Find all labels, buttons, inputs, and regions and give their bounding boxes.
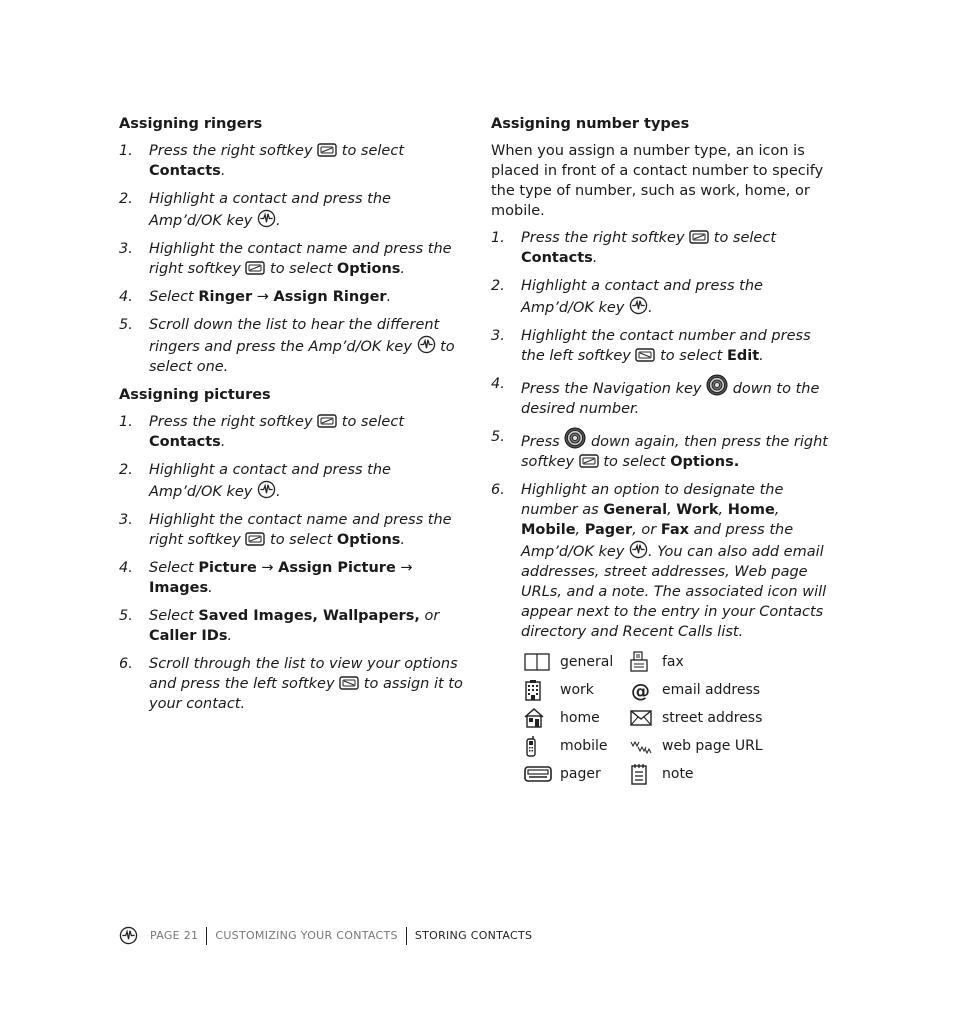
section-title-ringers: Assigning ringers	[119, 116, 263, 132]
list-item: 3. Highlight the contact number and press the left softkey to select Edit.	[491, 328, 811, 364]
list-item: 6. Highlight an option to designate the number as General, Work, Home, Mobile, Pager, or Fax and press the Amp’d/OK key . You can also add email addresses, street addresses, Web page URLs, and a note. The associated icon will appear next to the entry in your Contacts directory and Recent Calls list.	[491, 482, 827, 640]
legend-label: fax	[662, 654, 684, 670]
ampd-ok-key-icon	[629, 296, 648, 315]
legend-label: email address	[662, 682, 761, 698]
page-footer	[119, 926, 532, 945]
right-column	[491, 114, 836, 786]
mobile-icon	[524, 734, 560, 758]
ampd-ok-key-icon	[629, 540, 648, 559]
list-item: 4. Press the Navigation key down to the desired number.	[491, 376, 820, 417]
list-item: 2. Highlight a contact and press the Amp’d/OK key .	[119, 191, 391, 229]
list-item: 4. Select Ringer → Assign Ringer.	[119, 289, 392, 305]
web-page-icon	[630, 734, 662, 758]
list-item: 1. Press the right softkey to select Contacts.	[119, 414, 405, 450]
ampd-ok-key-icon	[257, 209, 276, 228]
legend-label: pager	[560, 766, 601, 782]
legend-label: mobile	[560, 738, 608, 754]
chapter-title: CUSTOMIZING YOUR CONTACTS	[215, 929, 398, 942]
arrow-icon: →	[400, 560, 413, 576]
arrow-icon: →	[261, 560, 274, 576]
intro-paragraph: When you assign a number type, an icon is placed in front of a contact number to specify the type of number, such as work, home, or mobile.	[491, 143, 824, 219]
navigation-key-icon	[564, 427, 586, 449]
list-item: 2. Highlight a contact and press the Amp’d/OK key .	[119, 462, 391, 500]
legend-label: web page URL	[662, 738, 763, 754]
general-icon	[524, 650, 560, 674]
left-column	[119, 114, 464, 722]
list-item: 6. Scroll through the list to view your options and press the left softkey to assign it to your contact.	[119, 656, 463, 712]
pictures-steps	[119, 412, 464, 714]
right-softkey-icon	[245, 260, 265, 276]
pager-icon	[524, 762, 560, 786]
number-types-steps	[491, 228, 836, 642]
left-softkey-icon	[635, 347, 655, 363]
list-item: 3. Highlight the contact name and press the right softkey to select Options.	[119, 241, 452, 277]
list-item: 1. Press the right softkey to select Contacts.	[491, 230, 777, 266]
section-title-pictures: Assigning pictures	[119, 387, 271, 403]
svg-text:@: @	[631, 680, 650, 701]
number-type-icon-legend	[524, 650, 836, 786]
list-item: 3. Highlight the contact name and press the right softkey to select Options.	[119, 512, 452, 548]
right-softkey-icon	[689, 229, 709, 245]
section-title: STORING CONTACTS	[414, 929, 533, 942]
list-item: 5. Press down again, then press the right softkey to select Options.	[491, 429, 828, 470]
arrow-icon: →	[256, 289, 269, 305]
legend-label: street address	[662, 710, 763, 726]
right-softkey-icon	[579, 453, 599, 469]
page-number: PAGE 21	[150, 929, 199, 942]
ampd-ok-key-icon	[417, 335, 436, 354]
fax-icon	[630, 650, 662, 674]
left-softkey-icon	[339, 675, 359, 691]
street-address-icon	[630, 706, 662, 730]
ringers-steps	[119, 141, 464, 377]
legend-label: general	[560, 654, 614, 670]
note-icon	[630, 762, 662, 786]
ampd-logo-icon	[119, 926, 138, 945]
legend-label: note	[662, 766, 694, 782]
home-icon	[524, 706, 560, 730]
footer-divider	[406, 927, 407, 945]
list-item: 5. Scroll down the list to hear the different ringers and press the Amp’d/OK key to select one.	[119, 317, 455, 375]
legend-label: work	[560, 682, 594, 698]
section-title-number-types: Assigning number types	[491, 116, 690, 132]
work-icon	[524, 678, 560, 702]
right-softkey-icon	[317, 142, 337, 158]
navigation-key-icon	[706, 374, 728, 396]
list-item: 5. Select Saved Images, Wallpapers, or Caller IDs.	[119, 608, 440, 644]
right-softkey-icon	[317, 413, 337, 429]
list-item: 1. Press the right softkey to select Contacts.	[119, 143, 405, 179]
list-item: 2. Highlight a contact and press the Amp’d/OK key .	[491, 278, 763, 316]
right-softkey-icon	[245, 531, 265, 547]
ampd-ok-key-icon	[257, 480, 276, 499]
legend-label: home	[560, 710, 600, 726]
list-item: 4. Select Picture → Assign Picture → Images.	[119, 560, 413, 596]
footer-divider	[206, 927, 207, 945]
email-icon	[630, 678, 662, 702]
